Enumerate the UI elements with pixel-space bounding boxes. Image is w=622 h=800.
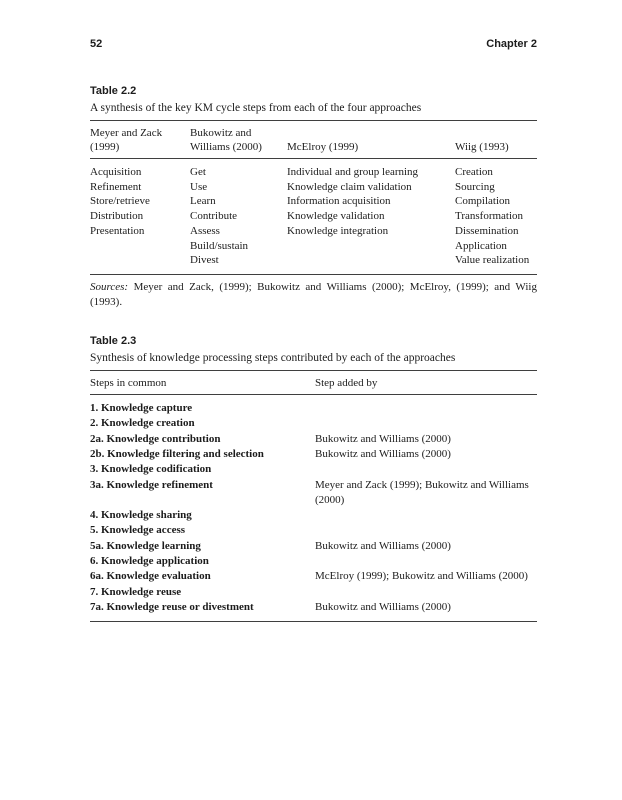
table-2-3-header-row xyxy=(90,371,537,395)
column-header-wiig: Wiig (1993) xyxy=(455,121,537,159)
sources-label: Sources: xyxy=(90,280,129,293)
table-row xyxy=(90,585,537,600)
table-cell-added-by xyxy=(315,395,537,417)
table-row xyxy=(90,508,537,523)
table-row xyxy=(90,569,537,584)
table-2-2-label: Table 2.2 xyxy=(90,85,137,97)
table-2-2-body xyxy=(90,159,537,275)
table-2-2-header-row xyxy=(90,121,537,159)
table-row xyxy=(90,159,537,180)
table-2-2-sources xyxy=(90,280,537,309)
table-cell-bukowitz-williams: Get xyxy=(190,166,206,178)
table-cell-step: 2a. Knowledge contribution xyxy=(90,432,221,445)
column-header-step-added-by: Step added by xyxy=(315,371,537,395)
table-cell-bukowitz-williams: Build/sustain xyxy=(190,239,249,252)
table-cell-step: 5. Knowledge access xyxy=(90,524,186,537)
table-cell-step: 3. Knowledge codification xyxy=(90,463,212,476)
table-cell-bukowitz-williams: Use xyxy=(190,180,208,193)
table-cell-meyer-zack xyxy=(90,239,190,254)
table-2-3-label: Table 2.3 xyxy=(90,335,137,348)
table-cell-mcelroy: Information acquisition xyxy=(287,195,391,208)
column-header-mcelroy: McElroy (1999) xyxy=(287,121,455,159)
chapter-title: Chapter 2 xyxy=(486,38,537,50)
table-cell-step: 7. Knowledge reuse xyxy=(90,585,182,598)
table-cell-wiig: Compilation xyxy=(455,195,510,208)
column-header-steps-in-common: Steps in common xyxy=(90,371,315,395)
table-cell-wiig: Creation xyxy=(455,166,493,178)
table-cell-wiig: Value realization xyxy=(455,254,530,267)
table-cell-added-by: Bukowitz and Williams (2000) xyxy=(315,432,451,445)
table-row xyxy=(90,447,537,462)
table-row xyxy=(90,253,537,274)
table-2-3 xyxy=(90,370,537,622)
table-row xyxy=(90,539,537,554)
table-cell-added-by xyxy=(315,554,537,569)
table-cell-meyer-zack: Presentation xyxy=(90,224,145,237)
table-cell-step: 4. Knowledge sharing xyxy=(90,509,192,522)
table-cell-added-by xyxy=(315,508,537,523)
table-cell-bukowitz-williams: Assess xyxy=(190,224,220,237)
table-cell-mcelroy: Knowledge integration xyxy=(287,224,389,237)
page-number: 52 xyxy=(90,38,103,50)
table-cell-wiig: Dissemination xyxy=(455,224,519,237)
table-row xyxy=(90,462,537,477)
table-cell-meyer-zack: Distribution xyxy=(90,210,144,223)
table-row xyxy=(90,224,537,239)
column-header-bukowitz-williams: Bukowitz and Williams (2000) xyxy=(190,121,287,159)
table-row xyxy=(90,239,537,254)
table-row xyxy=(90,600,537,622)
table-row xyxy=(90,432,537,447)
table-cell-step: 6. Knowledge application xyxy=(90,555,209,568)
table-row xyxy=(90,194,537,209)
page-header xyxy=(90,38,537,51)
table-cell-added-by: Bukowitz and Williams (2000) xyxy=(315,539,451,552)
table-cell-added-by: Bukowitz and Williams (2000) xyxy=(315,448,451,460)
table-cell-added-by: McElroy (1999); Bukowitz and Williams (2000) xyxy=(315,570,528,583)
table-cell-added-by: Bukowitz and Williams (2000) xyxy=(315,600,451,613)
table-2-3-body xyxy=(90,395,537,622)
table-cell-added-by: Meyer and Zack (1999); Bukowitz and Williams (2000) xyxy=(315,478,529,506)
table-cell-step: 2b. Knowledge filtering and selection xyxy=(90,448,264,460)
table-cell-meyer-zack: Acquisition xyxy=(90,166,142,178)
table-row xyxy=(90,523,537,538)
table-2-3-section xyxy=(90,335,537,622)
table-cell-mcelroy xyxy=(287,239,455,254)
table-cell-wiig: Transformation xyxy=(455,210,524,223)
table-cell-wiig: Sourcing xyxy=(455,180,495,193)
table-2-2-section xyxy=(90,85,537,309)
table-cell-bukowitz-williams: Contribute xyxy=(190,210,238,223)
table-cell-meyer-zack: Refinement xyxy=(90,180,142,193)
table-cell-step: 1. Knowledge capture xyxy=(90,402,193,415)
table-cell-bukowitz-williams: Divest xyxy=(190,254,219,267)
table-row xyxy=(90,180,537,195)
table-cell-meyer-zack: Store/retrieve xyxy=(90,195,150,208)
table-row xyxy=(90,416,537,431)
sources-text: Meyer and Zack, (1999); Bukowitz and Williams (2000); McElroy, (1999); and Wiig (1993). xyxy=(90,280,537,308)
table-row xyxy=(90,478,537,509)
table-cell-mcelroy: Knowledge validation xyxy=(287,210,385,223)
column-header-meyer-zack: Meyer and Zack (1999) xyxy=(90,121,190,159)
table-cell-step: 6a. Knowledge evaluation xyxy=(90,570,211,583)
table-cell-added-by xyxy=(315,523,537,538)
table-2-2 xyxy=(90,120,537,275)
table-cell-added-by xyxy=(315,585,537,600)
table-cell-mcelroy xyxy=(287,253,455,274)
table-cell-meyer-zack xyxy=(90,253,190,274)
table-cell-mcelroy: Individual and group learning xyxy=(287,166,419,178)
table-cell-added-by xyxy=(315,462,537,477)
table-cell-step: 5a. Knowledge learning xyxy=(90,539,201,552)
table-cell-mcelroy: Knowledge claim validation xyxy=(287,180,412,193)
table-2-2-caption: A synthesis of the key KM cycle steps from each of the four approaches xyxy=(90,102,422,114)
table-cell-step: 7a. Knowledge reuse or divestment xyxy=(90,600,254,613)
table-cell-bukowitz-williams: Learn xyxy=(190,195,216,208)
table-cell-step: 2. Knowledge creation xyxy=(90,417,195,430)
table-2-3-caption: Synthesis of knowledge processing steps contributed by each of the approaches xyxy=(90,352,456,365)
table-cell-wiig: Application xyxy=(455,239,507,252)
table-cell-step: 3a. Knowledge refinement xyxy=(90,478,213,491)
table-row xyxy=(90,209,537,224)
table-row xyxy=(90,554,537,569)
table-cell-added-by xyxy=(315,416,537,431)
table-row xyxy=(90,395,537,417)
